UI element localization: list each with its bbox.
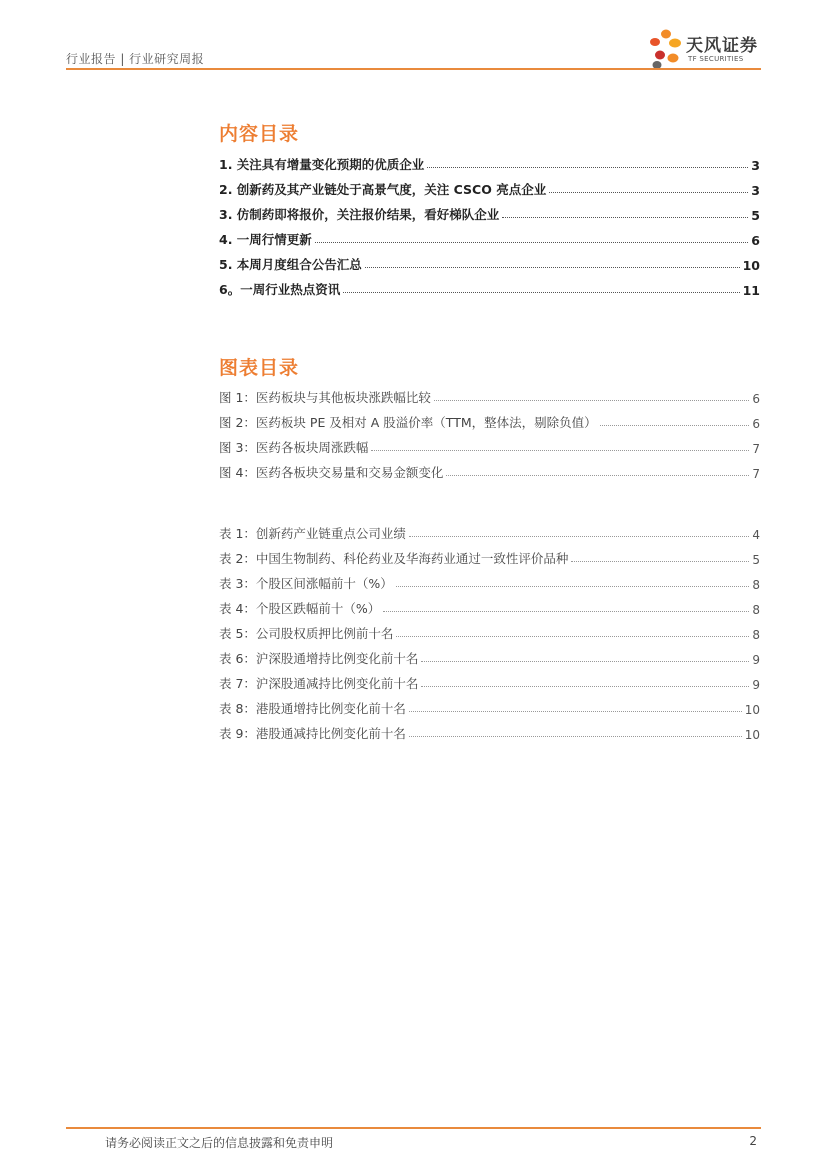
figure-entry[interactable]: 图 4：医药各板块交易量和交易金额变化 7 (219, 465, 760, 481)
toc-entry[interactable]: 5. 本周月度组合公告汇总 10 (219, 257, 760, 273)
page-number: 2 (749, 1134, 757, 1148)
header-divider (66, 68, 761, 70)
company-logo (648, 28, 766, 70)
table-entry[interactable]: 表 2：中国生物制药、科伦药业及华海药业通过一致性评价品种 5 (219, 551, 760, 567)
table-entry[interactable]: 表 3：个股区间涨幅前十（%） 8 (219, 576, 760, 592)
table-entry[interactable]: 表 6：沪深股通增持比例变化前十名 9 (219, 651, 760, 667)
logo-mark-icon (648, 28, 684, 70)
table-entry[interactable]: 表 4：个股区跌幅前十（%） 8 (219, 601, 760, 617)
figures-list (219, 381, 760, 481)
toc-entry[interactable]: 6。一周行业热点资讯 11 (219, 282, 760, 298)
footer-divider (66, 1127, 761, 1129)
footer-disclaimer: 请务必阅读正文之后的信息披露和免责申明 (105, 1136, 334, 1150)
toc-entry[interactable]: 4. 一周行情更新 6 (219, 232, 760, 248)
toc-entry[interactable]: 2. 创新药及其产业链处于高景气度，关注 CSCO 亮点企业 3 (219, 182, 760, 198)
logo-text: 天风证券 (686, 36, 758, 56)
toc-entry[interactable]: 3. 仿制药即将报价，关注报价结果，看好梯队企业 5 (219, 207, 760, 223)
figure-entry[interactable]: 图 3：医药各板块周涨跌幅 7 (219, 440, 760, 456)
charts-toc-title: 图表目录 (219, 357, 300, 379)
contents-title: 内容目录 (219, 123, 300, 145)
figure-entry[interactable]: 图 2：医药板块 PE 及相对 A 股溢价率（TTM，整体法，剔除负值） 6 (219, 415, 760, 431)
table-entry[interactable]: 表 8：港股通增持比例变化前十名 10 (219, 701, 760, 717)
header-breadcrumb: 行业报告 | 行业研究周报 (66, 52, 205, 66)
toc-entry[interactable]: 1. 关注具有增量变化预期的优质企业 3 (219, 157, 760, 173)
table-entry[interactable]: 表 5：公司股权质押比例前十名 8 (219, 626, 760, 642)
table-entry[interactable]: 表 9：港股通减持比例变化前十名 10 (219, 726, 760, 742)
logo-subtext: TF SECURITIES (688, 55, 744, 63)
contents-list (219, 148, 760, 298)
table-entry[interactable]: 表 7：沪深股通减持比例变化前十名 9 (219, 676, 760, 692)
table-entry[interactable]: 表 1：创新药产业链重点公司业绩 4 (219, 526, 760, 542)
tables-list (219, 517, 760, 742)
figure-entry[interactable]: 图 1：医药板块与其他板块涨跌幅比较 6 (219, 390, 760, 406)
